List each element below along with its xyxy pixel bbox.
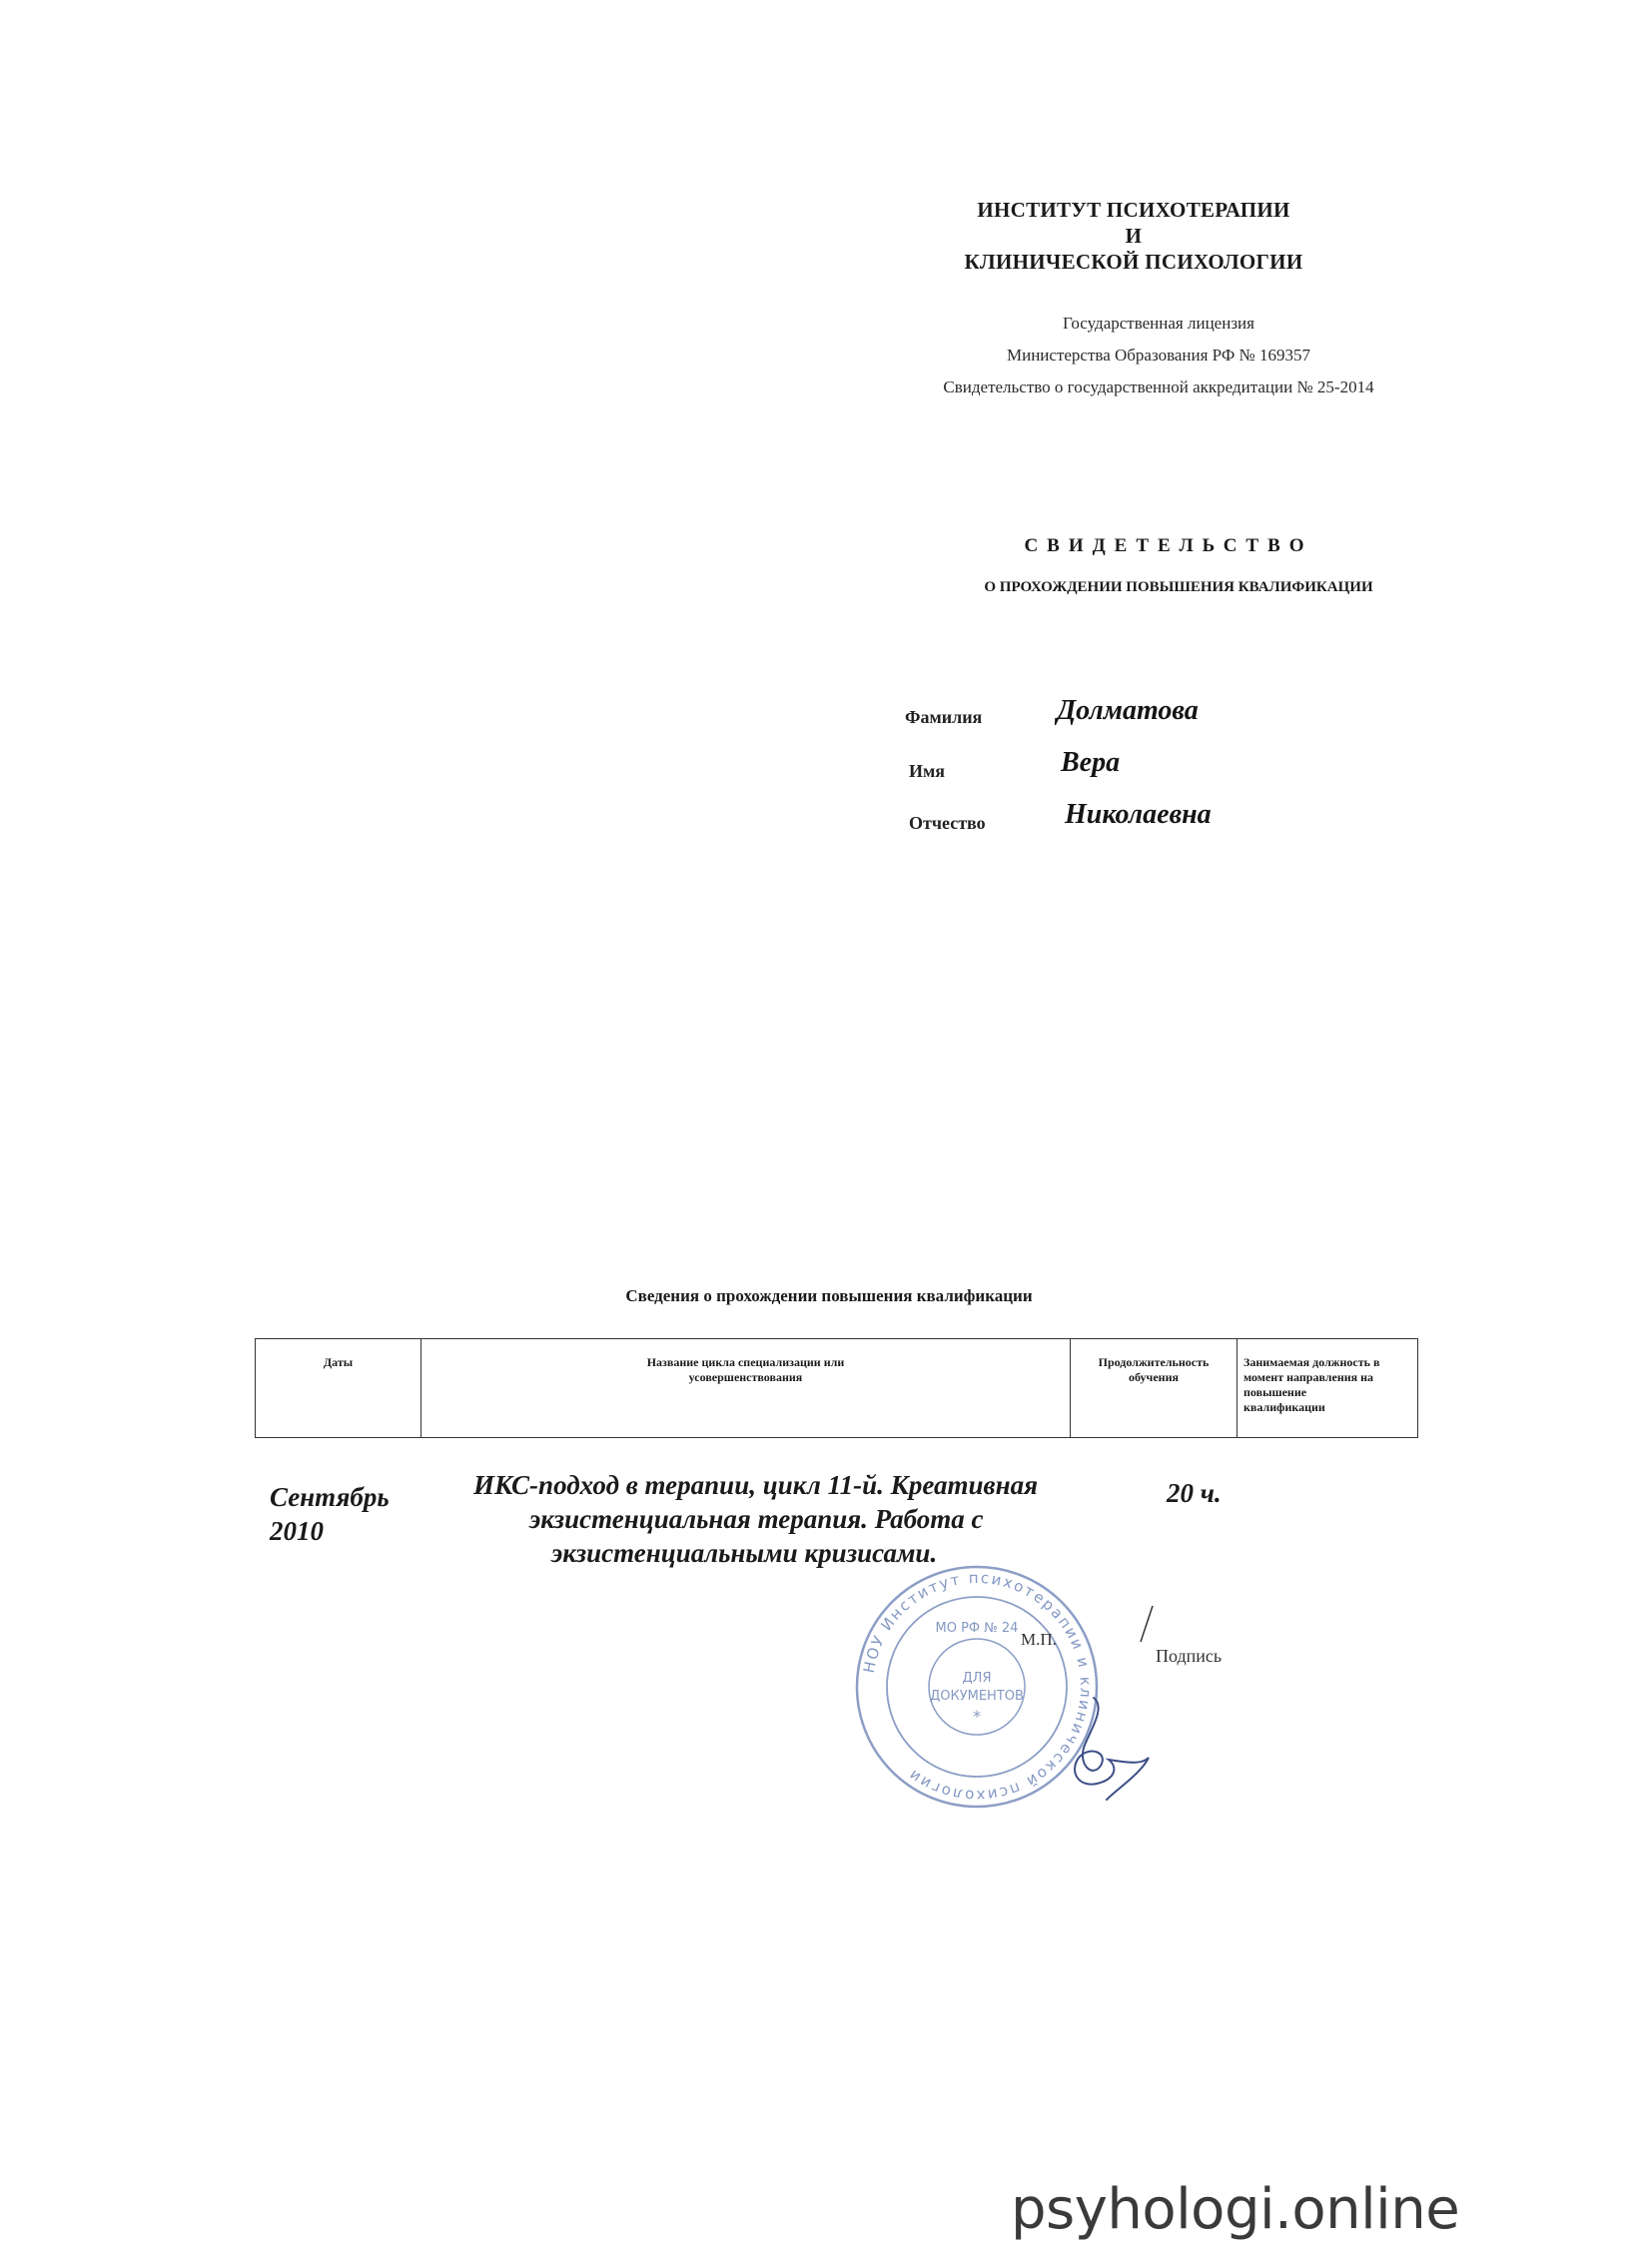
accreditation-line: Свидетельство о государственной аккредитации № 25-2014 [943,377,1374,396]
row-date-year: 2010 [270,1516,324,1546]
patronymic-label: Отчество [909,813,986,833]
license-line-2: Министерства Образования РФ № 169357 [1006,346,1311,365]
institute-name-line-1: ИНСТИТУТ ПСИХОТЕРАПИИ [977,198,1290,222]
seal-label: М.П. [1021,1630,1057,1649]
row-course-line-2: экзистенциальная терапия. Работа с [529,1504,984,1534]
column-duration [1070,1339,1237,1437]
table-heading: Сведения о прохождении повышения квалификации [625,1286,1033,1305]
column-position-label-1: Занимаемая должность в [1243,1355,1380,1369]
column-position-label-3: повышение [1243,1385,1307,1399]
institute-name-line-2: И [1125,224,1143,248]
column-position-label-4: квалификации [1243,1400,1325,1414]
signature-line-mark [1137,1604,1157,1644]
license-line-1: Государственная лицензия [1063,314,1254,333]
qualification-table-header [255,1338,1418,1438]
first-name-label: Имя [909,761,945,781]
site-watermark: psyhologi.online [1011,2177,1460,2242]
row-course-line-3: экзистенциальными кризисами. [551,1538,938,1568]
patronymic-value: Николаевна [1065,799,1212,830]
surname-value: Долматова [1057,695,1199,726]
column-duration-label-2: обучения [1129,1370,1179,1384]
seal-inner-text: МО РФ № 24 [935,1621,1019,1636]
institute-name-line-3: КЛИНИЧЕСКОЙ ПСИХОЛОГИИ [964,250,1303,274]
row-duration: 20 ч. [1167,1478,1222,1508]
column-position [1237,1339,1417,1437]
seal-center-line-1: ДЛЯ [962,1671,992,1686]
column-dates [256,1339,420,1437]
document-subtitle: О ПРОХОЖДЕНИИ ПОВЫШЕНИЯ КВАЛИФИКАЦИИ [984,579,1373,595]
signature-label: Подпись [1156,1646,1223,1666]
seal-center-line-2: ДОКУМЕНТОВ [930,1689,1024,1704]
column-cycle-name [420,1339,1070,1437]
handwritten-signature [1049,1688,1159,1808]
svg-text:*: * [973,1707,981,1726]
column-dates-label: Даты [323,1355,354,1369]
column-cycle-label-2: усовершенствования [688,1370,803,1384]
column-position-label-2: момент направления на [1243,1370,1374,1384]
column-cycle-label-1: Название цикла специализации или [646,1355,845,1369]
seal-outer-text: НОУ Институт психотерапии и клинической психологии [859,1568,1096,1806]
row-date-month: Сентябрь [270,1482,390,1512]
row-course-line-1: ИКС-подход в терапии, цикл 11-й. Креативная [473,1470,1039,1500]
column-duration-label-1: Продолжительность [1098,1355,1210,1369]
first-name-value: Вера [1061,747,1121,778]
document-title: СВИДЕТЕЛЬСТВО [1024,535,1313,556]
surname-label: Фамилия [905,707,983,727]
